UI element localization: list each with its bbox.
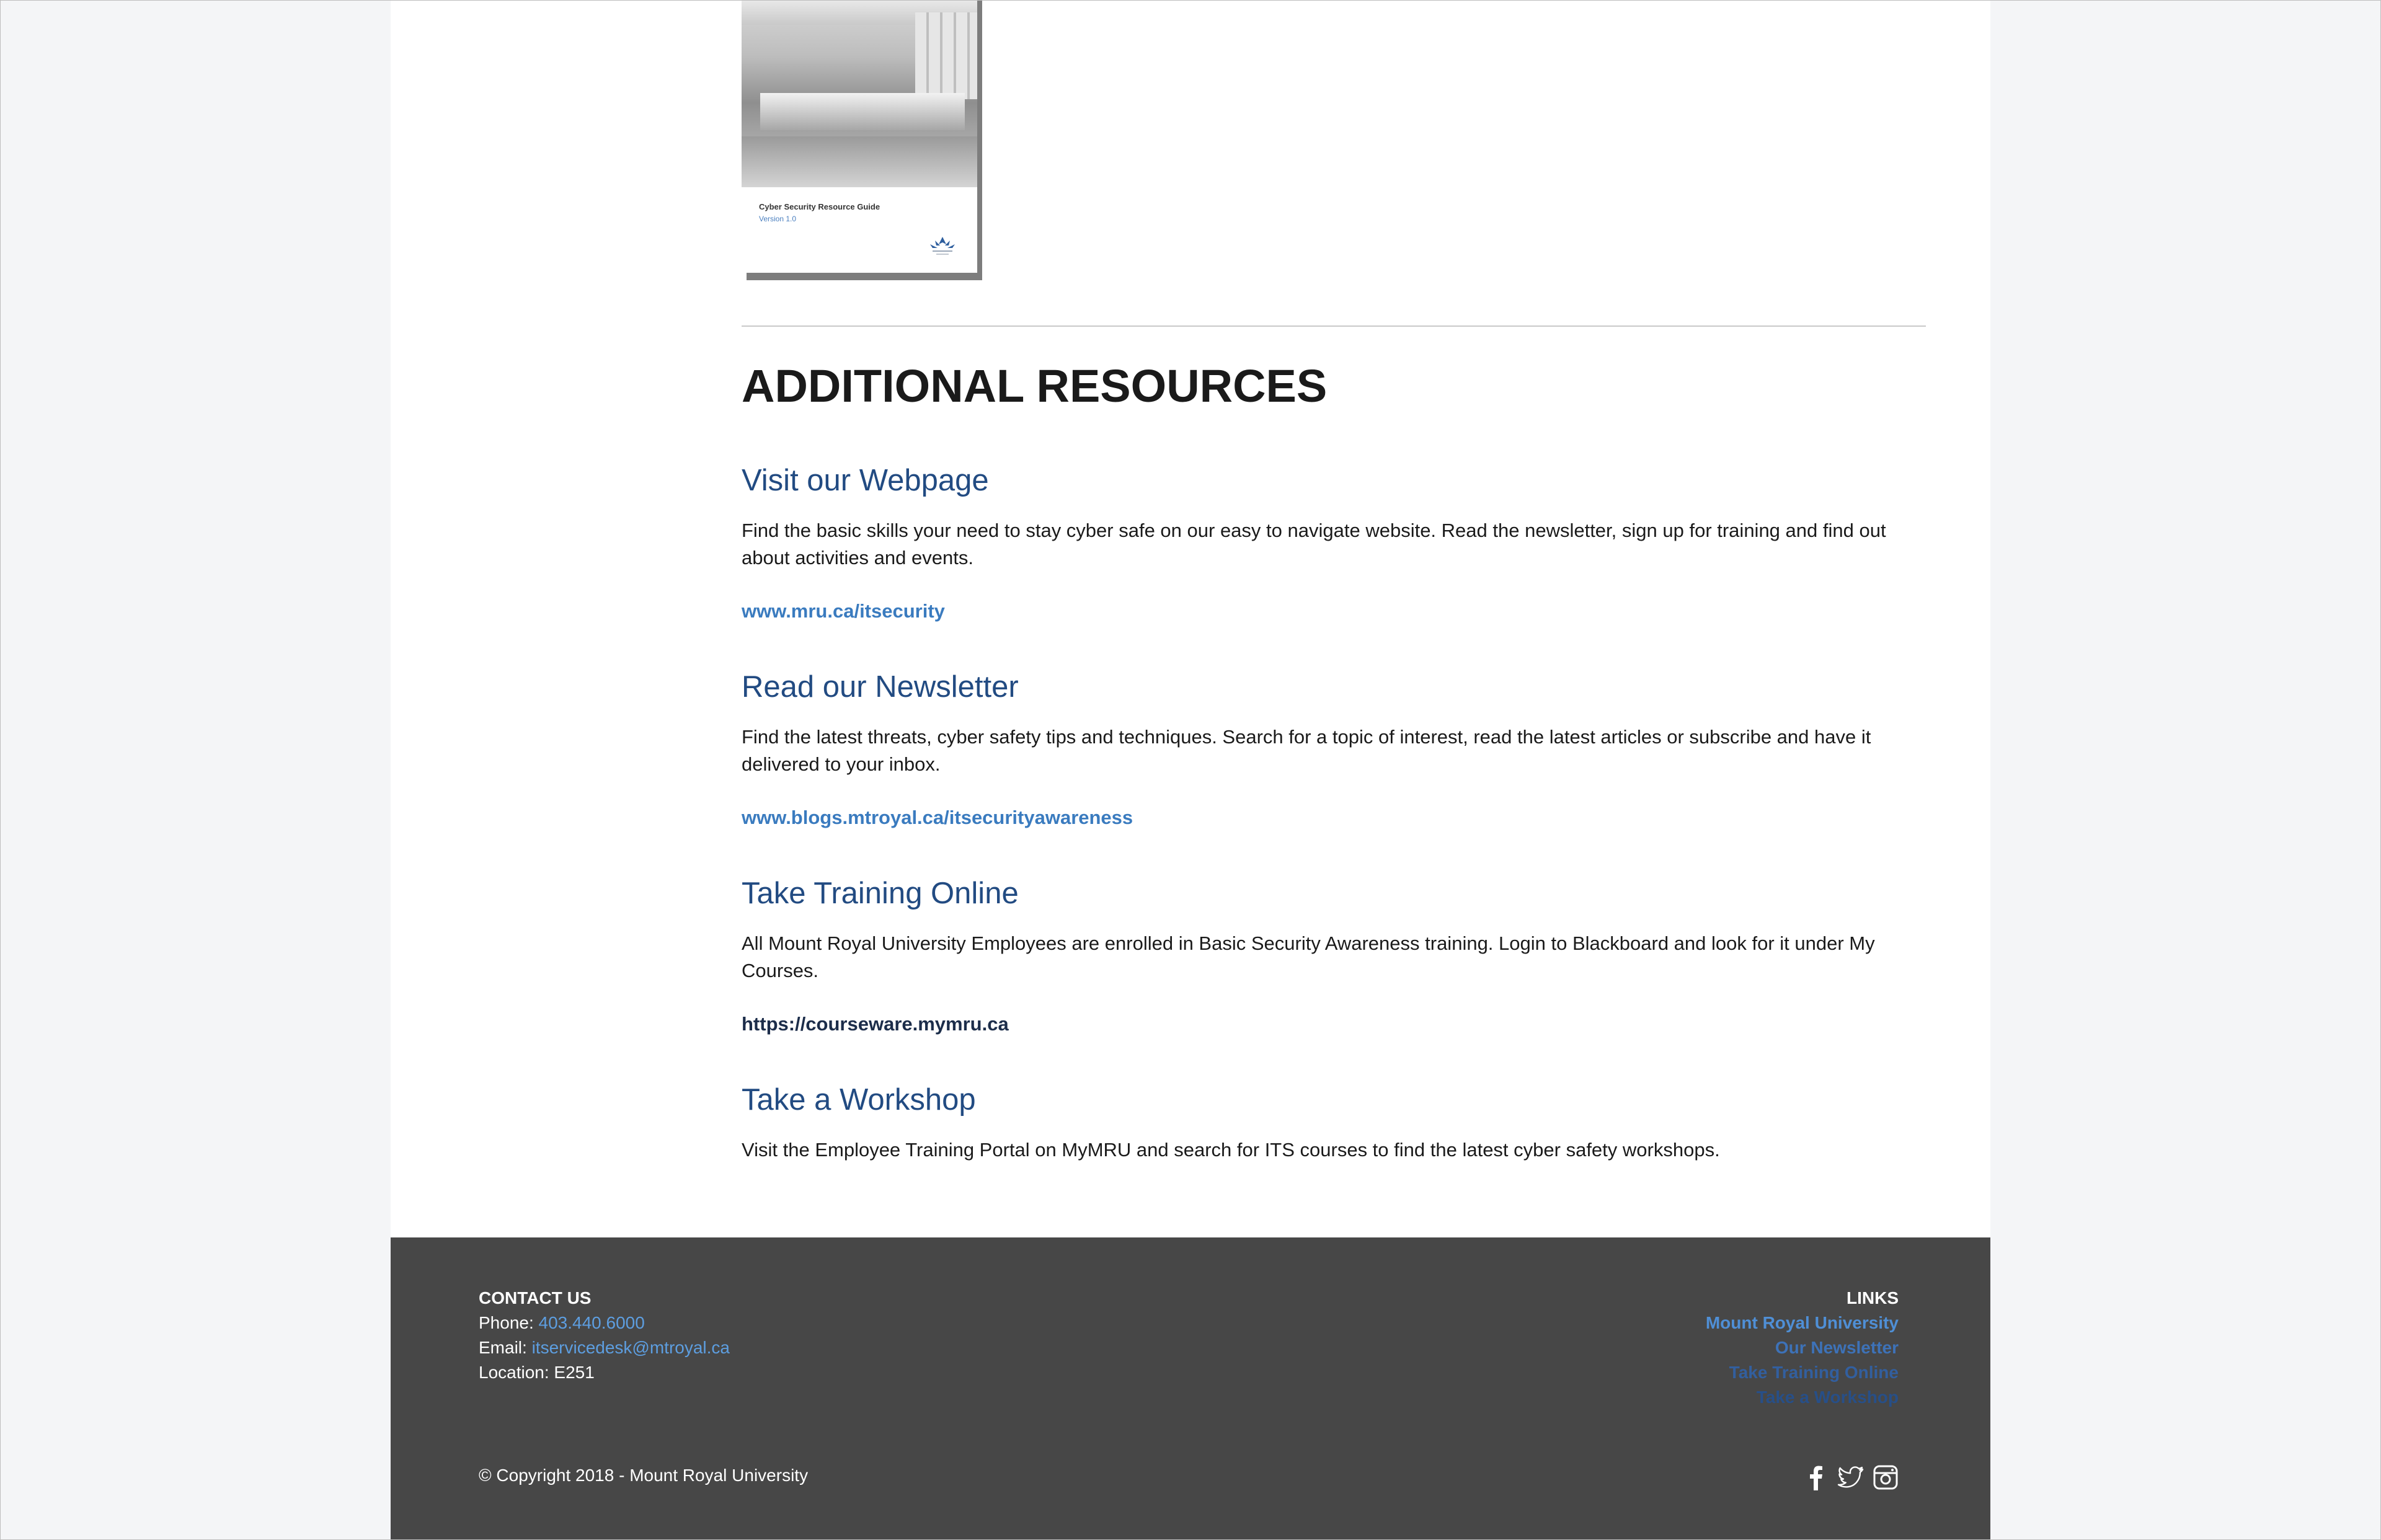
cover-page xyxy=(742,0,977,273)
cover-photo xyxy=(742,0,977,187)
mru-logo-icon xyxy=(924,234,961,259)
section-description: Find the latest threats, cyber safety tips and techniques. Search for a topic of interest, read the latest articles or subscribe and have it delivered to your inbox. xyxy=(742,726,1871,775)
links-heading: LINKS xyxy=(1847,1288,1899,1308)
location-text: Location: E251 xyxy=(479,1363,595,1382)
footer-link-training[interactable]: Take Training Online xyxy=(1729,1363,1899,1382)
cover-version: Version 1.0 xyxy=(759,215,797,223)
email-label: Email: xyxy=(479,1338,527,1357)
section-newsletter xyxy=(742,668,1926,828)
instagram-icon[interactable] xyxy=(1871,1463,1900,1492)
social-icons xyxy=(1802,1463,1900,1492)
footer-link-workshop[interactable]: Take a Workshop xyxy=(1756,1387,1899,1407)
footer-link-newsletter[interactable]: Our Newsletter xyxy=(1775,1338,1899,1357)
resource-guide-cover[interactable] xyxy=(742,0,982,280)
section-description: Visit the Employee Training Portal on MyMRU and search for ITS courses to find the latest cyber safety workshops. xyxy=(742,1139,1720,1161)
section-training xyxy=(742,874,1926,1035)
email-link[interactable]: itservicedesk@mtroyal.ca xyxy=(531,1338,730,1357)
contact-heading: CONTACT US xyxy=(479,1288,592,1308)
email-line xyxy=(479,1335,730,1360)
copyright-text: © Copyright 2018 - Mount Royal University xyxy=(479,1466,809,1485)
section-workshop xyxy=(742,1081,1926,1161)
links-block xyxy=(1706,1286,1899,1410)
webpage-link[interactable]: www.mru.ca/itsecurity xyxy=(742,600,945,622)
contact-block xyxy=(479,1286,730,1385)
facebook-icon[interactable] xyxy=(1802,1463,1830,1492)
page-title: ADDITIONAL RESOURCES xyxy=(742,360,1328,412)
phone-link[interactable]: 403.440.6000 xyxy=(538,1313,645,1332)
cover-title: Cyber Security Resource Guide xyxy=(759,202,880,211)
page-container xyxy=(391,0,1990,1540)
phone-label: Phone: xyxy=(479,1313,534,1332)
courseware-link[interactable]: https://courseware.mymru.ca xyxy=(742,1013,1009,1035)
newsletter-link[interactable]: www.blogs.mtroyal.ca/itsecurityawareness xyxy=(742,807,1133,828)
twitter-icon[interactable] xyxy=(1837,1463,1865,1492)
section-webpage xyxy=(742,461,1926,622)
section-description: Find the basic skills your need to stay cyber safe on our easy to navigate website. Read the newsletter, sign up for training and find out about activities and events. xyxy=(742,520,1886,569)
phone-line xyxy=(479,1311,730,1335)
footer-link-mru[interactable]: Mount Royal University xyxy=(1705,1313,1899,1332)
section-heading: Read our Newsletter xyxy=(742,670,1019,704)
section-heading: Take Training Online xyxy=(742,877,1019,910)
site-footer xyxy=(391,1237,1990,1540)
section-heading: Take a Workshop xyxy=(742,1083,976,1117)
section-description: All Mount Royal University Employees are enrolled in Basic Security Awareness training. Login to Blackboard and look for it under My Courses. xyxy=(742,932,1875,981)
section-heading: Visit our Webpage xyxy=(742,464,989,497)
section-divider xyxy=(742,325,1926,327)
